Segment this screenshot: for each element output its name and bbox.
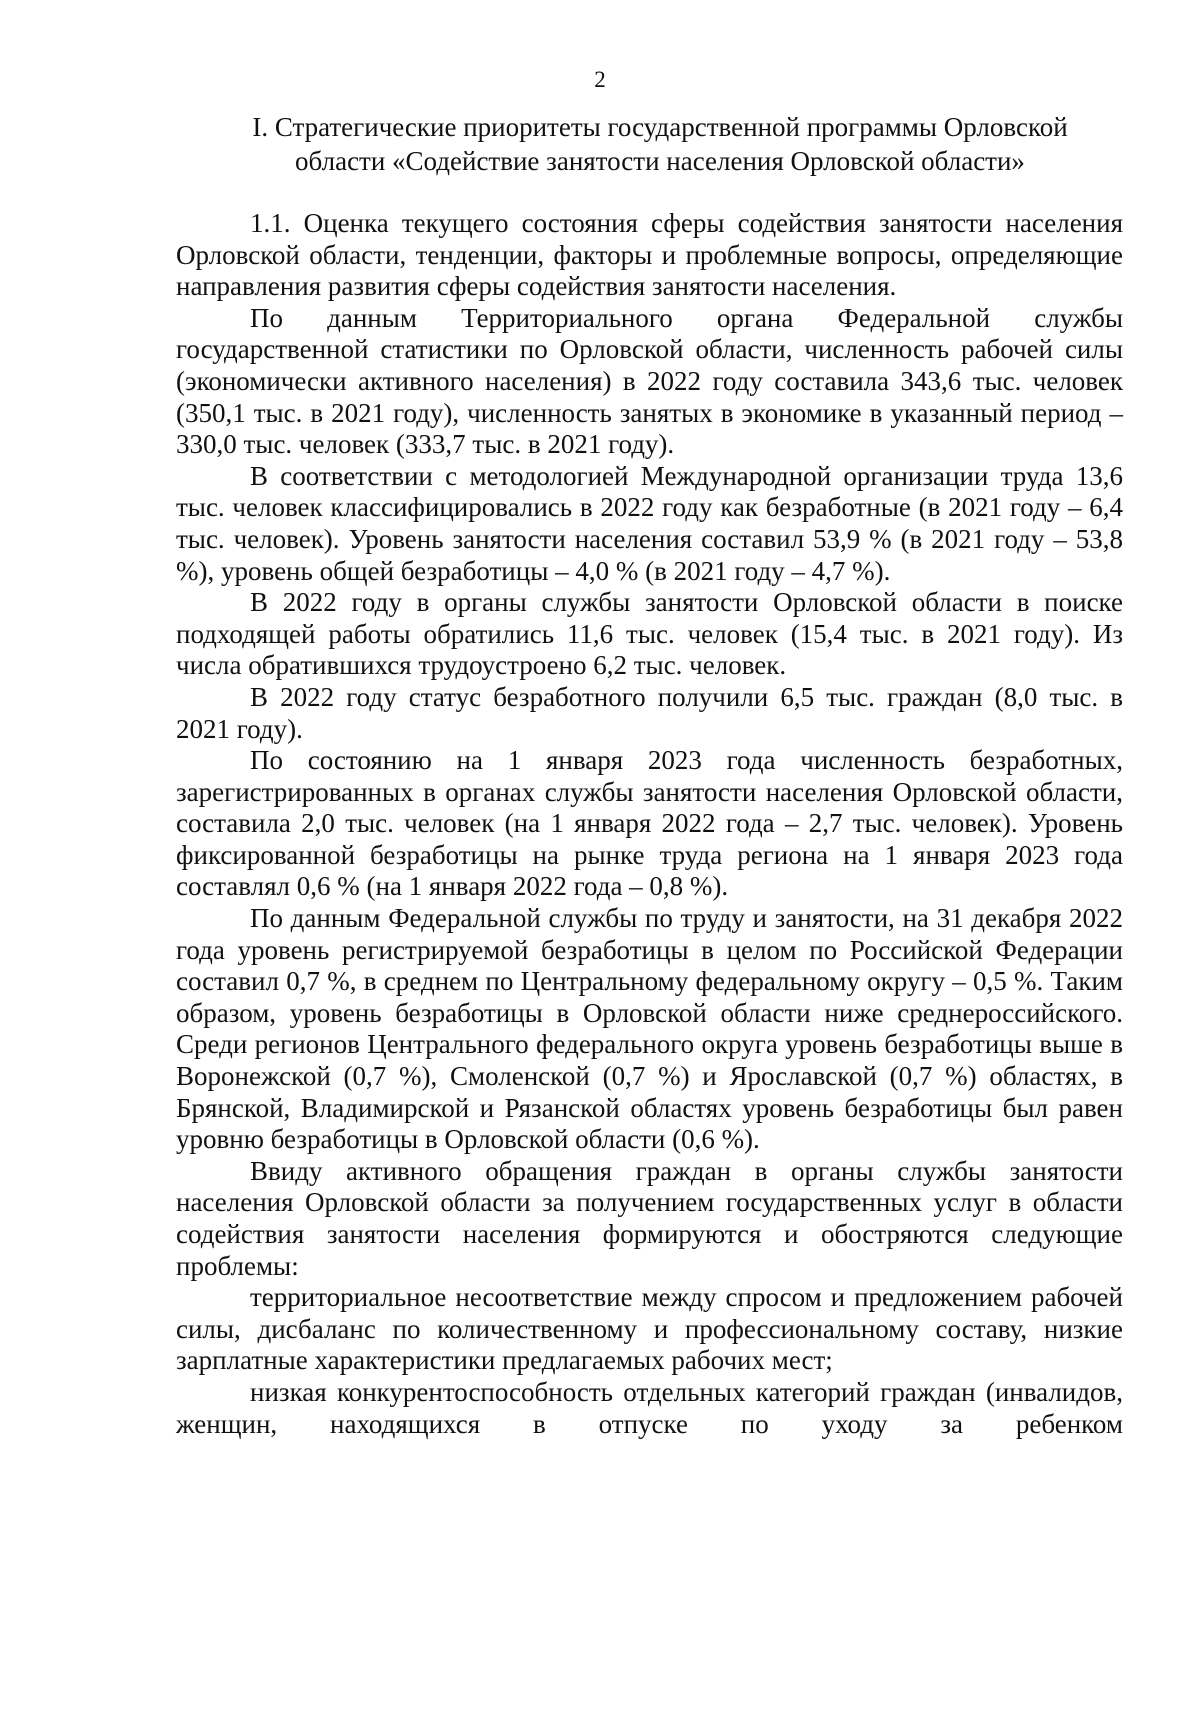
paragraph-labor-force: По данным Территориального органа Федеральной службы государственной статистики по Орловской области, численность рабочей силы (экономически активного населения) в 2022 году составила 343,6 тыс. человек (350,1 тыс. в 2021 году), численность занятых в экономике в указанный период – 330,0 тыс. человек (333,7 тыс. в 2021 году). (176, 302, 1123, 460)
paragraph-employment-service-applications: В 2022 году в органы службы занятости Орловской области в поиске подходящей работы обратились 11,6 тыс. человек (15,4 тыс. в 2021 году). Из числа обратившихся трудоустроено 6,2 тыс. человек. (176, 587, 1123, 681)
paragraph-problem-low-competitiveness: низкая конкурентоспособность отдельных категорий граждан (инвалидов, женщин, находящихся в отпуске по уходу за ребенком (176, 1376, 1123, 1439)
section-title-line-2: области «Содействие занятости населения Орловской области» (295, 146, 1025, 176)
paragraph-unemployed-status: В 2022 году статус безработного получили 6,5 тыс. граждан (8,0 тыс. в 2021 году). (176, 681, 1123, 744)
paragraph-assessment: 1.1. Оценка текущего состояния сферы содействия занятости населения Орловской области, тенденции, факторы и проблемные вопросы, определяющие направления развития сферы содействия занятости населения. (176, 208, 1123, 302)
page-number: 2 (594, 67, 606, 92)
section-title-line-1: I. Стратегические приоритеты государственной программы Орловской (252, 112, 1068, 142)
paragraph-problems-intro: Ввиду активного обращения граждан в органы службы занятости населения Орловской области за получением государственных услуг в области содействия занятости населения формируются и обостряются следующие проблемы: (176, 1155, 1123, 1281)
paragraph-federal-comparison: По данным Федеральной службы по труду и занятости, на 31 декабря 2022 года уровень регистрируемой безработицы в целом по Российской Федерации составил 0,7 %, в среднем по Центральному федеральному округу – 0,5 %. Таким образом, уровень безработицы в Орловской области ниже среднероссийского. Среди регионов Центрального федерального округа уровень безработицы выше в Воронежской (0,7 %), Смоленской (0,7 %) и Ярославской (0,7 %) областях, в Брянской, Владимирской и Рязанской областях уровень безработицы был равен уровню безработицы в Орловской области (0,6 %). (176, 903, 1123, 1155)
document-body (176, 208, 1123, 1440)
paragraph-registered-unemployed: По состоянию на 1 января 2023 года численность безработных, зарегистрированных в органах службы занятости населения Орловской области, составила 2,0 тыс. человек (на 1 января 2022 года – 2,7 тыс. человек). Уровень фиксированной безработицы на рынке труда региона на 1 января 2023 года составлял 0,6 % (на 1 января 2022 года – 0,8 %). (176, 745, 1123, 902)
section-title (160, 110, 1160, 178)
paragraph-problem-territorial-mismatch: территориальное несоответствие между спросом и предложением рабочей силы, дисбаланс по количественному и профессиональному составу, низкие зарплатные характеристики предлагаемых рабочих мест; (176, 1282, 1123, 1376)
paragraph-ilo-methodology: В соответствии с методологией Международной организации труда 13,6 тыс. человек классифицировались в 2022 году как безработные (в 2021 году – 6,4 тыс. человек). Уровень занятости населения составил 53,9 % (в 2021 году – 53,8 %), уровень общей безработицы – 4,0 % (в 2021 году – 4,7 %). (176, 460, 1123, 586)
